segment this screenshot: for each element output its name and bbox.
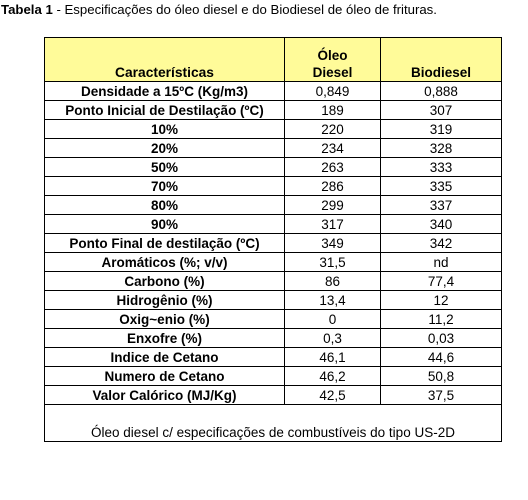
table-row (45, 367, 502, 386)
table-row (45, 139, 502, 158)
row-label: Densidade a 15ºC (Kg/m3) (45, 82, 285, 101)
table-row (45, 386, 502, 405)
cell-oleo-diesel: 299 (285, 196, 381, 215)
table-row (45, 196, 502, 215)
cell-biodiesel: 11,2 (381, 310, 502, 329)
header-oleo-diesel (285, 38, 381, 82)
table-row (45, 82, 502, 101)
cell-biodiesel: 12 (381, 291, 502, 310)
specifications-table (44, 37, 502, 442)
cell-biodiesel: 0,888 (381, 82, 502, 101)
cell-oleo-diesel: 0 (285, 310, 381, 329)
table-row (45, 348, 502, 367)
cell-biodiesel: 44,6 (381, 348, 502, 367)
table-footnote: Óleo diesel c/ especificações de combustíveis do tipo US-2D (45, 405, 502, 442)
cell-biodiesel: 319 (381, 120, 502, 139)
caption-prefix: Tabela 1 (1, 2, 53, 17)
cell-oleo-diesel: 31,5 (285, 253, 381, 272)
cell-biodiesel: 337 (381, 196, 502, 215)
cell-oleo-diesel: 0,3 (285, 329, 381, 348)
cell-biodiesel: 307 (381, 101, 502, 120)
row-label: 80% (45, 196, 285, 215)
table-body (45, 82, 502, 405)
cell-biodiesel: 37,5 (381, 386, 502, 405)
table-row (45, 253, 502, 272)
cell-biodiesel: 0,03 (381, 329, 502, 348)
row-label: Indice de Cetano (45, 348, 285, 367)
row-label: Valor Calórico (MJ/Kg) (45, 386, 285, 405)
table-row (45, 291, 502, 310)
header-row (45, 38, 502, 82)
row-label: Aromáticos (%; v/v) (45, 253, 285, 272)
row-label: Carbono (%) (45, 272, 285, 291)
cell-oleo-diesel: 42,5 (285, 386, 381, 405)
table-row (45, 120, 502, 139)
cell-oleo-diesel: 317 (285, 215, 381, 234)
header-caracteristicas: Características (45, 38, 285, 82)
cell-biodiesel: 50,8 (381, 367, 502, 386)
cell-oleo-diesel: 86 (285, 272, 381, 291)
header-biodiesel: Biodiesel (381, 38, 502, 82)
cell-biodiesel: nd (381, 253, 502, 272)
cell-oleo-diesel: 263 (285, 158, 381, 177)
cell-oleo-diesel: 46,1 (285, 348, 381, 367)
header-oleo-diesel-label: Óleo Diesel (312, 48, 353, 80)
cell-biodiesel: 340 (381, 215, 502, 234)
row-label: 70% (45, 177, 285, 196)
table-row (45, 215, 502, 234)
row-label: Ponto Final de destilação (ºC) (45, 234, 285, 253)
row-label: 50% (45, 158, 285, 177)
row-label: Numero de Cetano (45, 367, 285, 386)
cell-oleo-diesel: 189 (285, 101, 381, 120)
row-label: Oxig~enio (%) (45, 310, 285, 329)
table-row (45, 177, 502, 196)
cell-oleo-diesel: 220 (285, 120, 381, 139)
cell-oleo-diesel: 0,849 (285, 82, 381, 101)
cell-oleo-diesel: 349 (285, 234, 381, 253)
cell-biodiesel: 335 (381, 177, 502, 196)
cell-oleo-diesel: 286 (285, 177, 381, 196)
row-label: 90% (45, 215, 285, 234)
row-label: Ponto Inicial de Destilação (ºC) (45, 101, 285, 120)
row-label: Enxofre (%) (45, 329, 285, 348)
table-row (45, 329, 502, 348)
table-caption (1, 2, 527, 18)
table-row (45, 272, 502, 291)
cell-biodiesel: 328 (381, 139, 502, 158)
row-label: 10% (45, 120, 285, 139)
table-row (45, 101, 502, 120)
row-label: 20% (45, 139, 285, 158)
cell-biodiesel: 333 (381, 158, 502, 177)
row-label: Hidrogênio (%) (45, 291, 285, 310)
cell-biodiesel: 77,4 (381, 272, 502, 291)
cell-oleo-diesel: 234 (285, 139, 381, 158)
caption-text: - Especificações do óleo diesel e do Biodiesel de óleo de frituras. (52, 2, 437, 17)
table-row (45, 310, 502, 329)
cell-biodiesel: 342 (381, 234, 502, 253)
table-row (45, 158, 502, 177)
cell-oleo-diesel: 46,2 (285, 367, 381, 386)
cell-oleo-diesel: 13,4 (285, 291, 381, 310)
table-row (45, 234, 502, 253)
